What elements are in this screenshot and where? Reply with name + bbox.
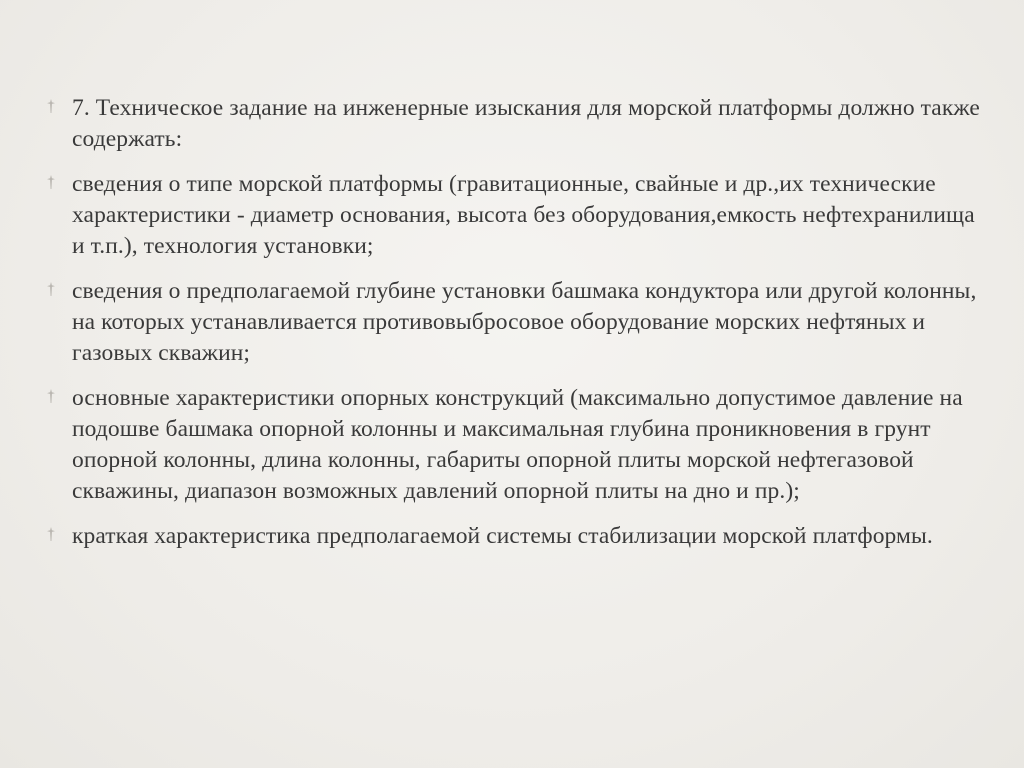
bullet-text: краткая характеристика предполагаемой системы стабилизации морской платформы.: [72, 523, 933, 549]
bullet-text: основные характеристики опорных конструкций (максимально допустимое давление на подошве башмака опорной колонны и максимальная глубина проникновения в грунт опорной колонны, длина колонны, габариты опорной плиты морской нефтегазовой скважины, диапазон возможных давлений опорной плиты на дно и пр.);: [72, 385, 963, 504]
bullet-item: [46, 521, 986, 552]
bullet-text: 7. Техническое задание на инженерные изыскания для морской платформы должно также содержать:: [72, 95, 980, 152]
dagger-icon: [46, 282, 56, 296]
bullet-text: сведения о предполагаемой глубине установки башмака кондуктора или другой колонны, на которых устанавливается противовыбросовое оборудование морских нефтяных и газовых скважин;: [72, 278, 977, 366]
dagger-icon: [46, 389, 56, 403]
dagger-icon: [46, 175, 56, 189]
dagger-icon: [46, 99, 56, 113]
bullet-item: [46, 169, 986, 262]
bullet-list: [46, 93, 986, 566]
dagger-icon: [46, 527, 56, 541]
bullet-item: [46, 276, 986, 369]
bullet-text: сведения о типе морской платформы (гравитационные, свайные и др.,их технические характеристики - диаметр основания, высота без оборудования,емкость нефтехранилища и т.п.), технология установки;: [72, 171, 975, 259]
bullet-item: [46, 93, 986, 155]
bullet-item: [46, 383, 986, 507]
